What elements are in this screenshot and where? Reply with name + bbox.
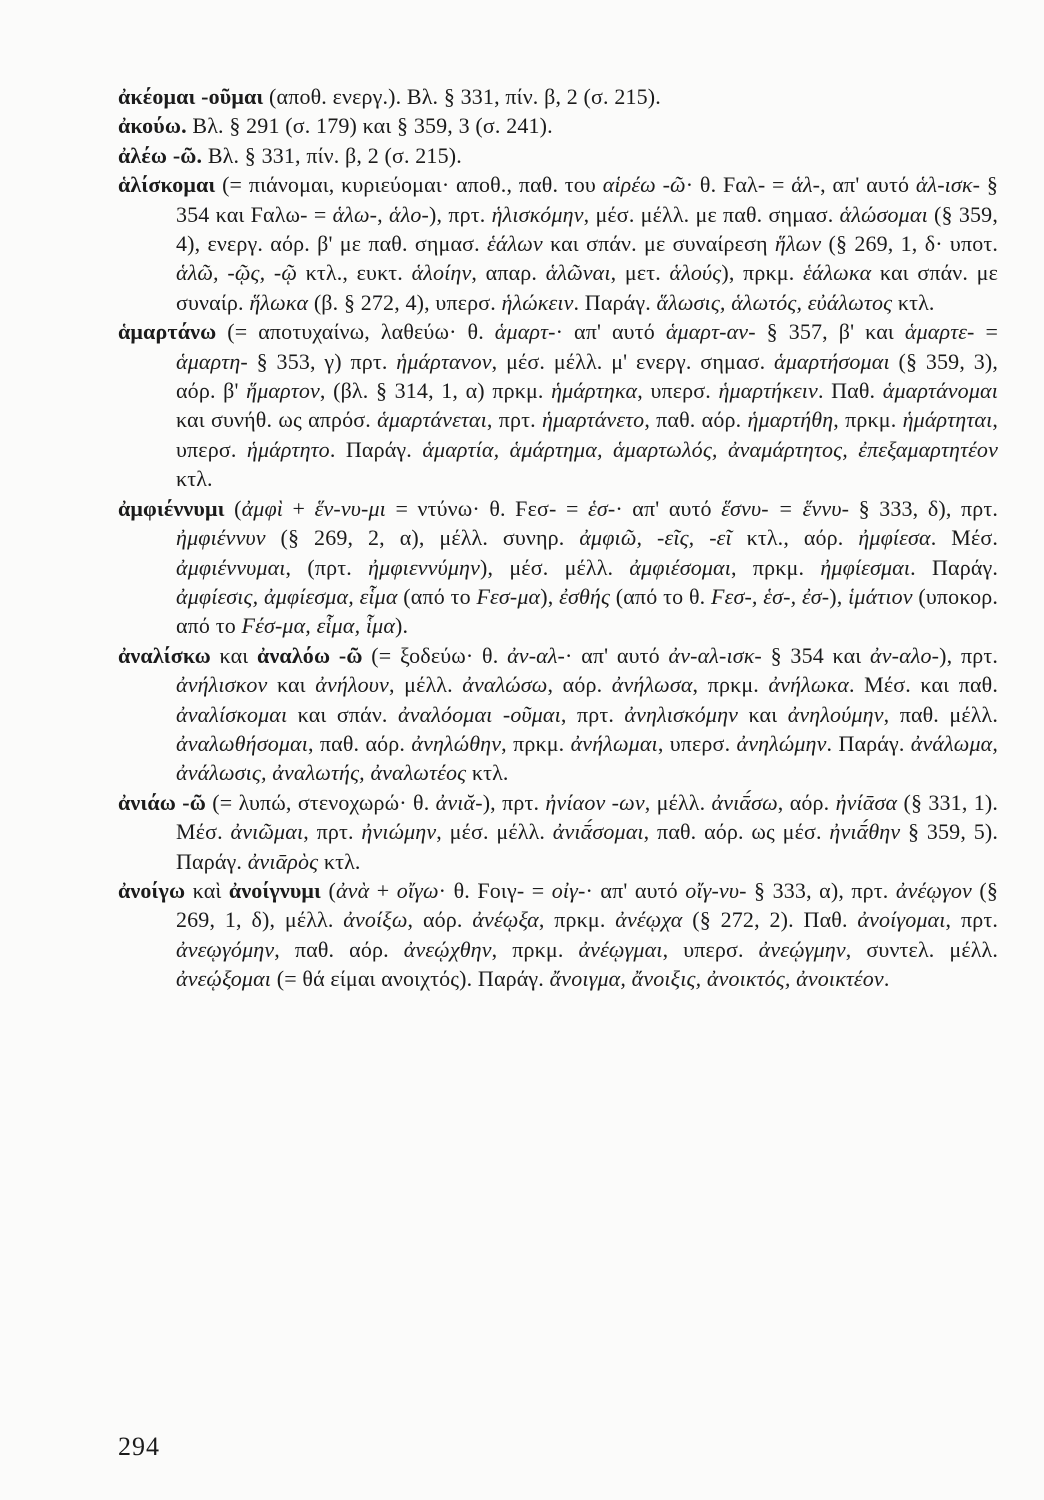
form-italic: ἀμφίεσις, ἀμφίεσμα, εἷμα xyxy=(176,583,398,609)
form-italic: ἠμφίεσμαι xyxy=(820,554,911,580)
entry-text: (§ 269, 1, δ· υποτ. xyxy=(821,231,999,257)
dictionary-entry xyxy=(118,170,998,317)
entry-text: · απ' αυτό xyxy=(565,642,669,668)
headword: ἀναλίσκω xyxy=(118,642,211,668)
entry-text: , πρτ. xyxy=(486,407,543,433)
entry-text: , μέλλ. xyxy=(388,672,463,698)
entry-text: ), μέσ. μέλλ. xyxy=(480,554,630,580)
entry-text: , xyxy=(377,201,389,227)
entry-text: (§ 359, 3), αόρ. β' xyxy=(176,348,998,404)
entry-text: , πρκμ. xyxy=(692,672,769,698)
entry-text: , παθ. αόρ. xyxy=(308,730,412,756)
entry-text: κτλ., ευκτ. xyxy=(297,260,412,286)
form-italic: οἴγω xyxy=(396,877,439,903)
form-italic: ἁλῶ, -ῷς, -ῷ xyxy=(176,260,298,286)
form-italic: οἴγ-νυ- xyxy=(685,877,747,903)
form-italic: ἀνηλώθην xyxy=(411,730,502,756)
entry-text: , υπερσ. xyxy=(637,378,719,404)
headword: ἀκέομαι -οῦμαι xyxy=(118,84,264,109)
form-italic: ἠμφίεσα xyxy=(858,525,931,551)
entry-text: . Μέσ. xyxy=(930,525,998,551)
entry-text: . Παράγ. xyxy=(910,554,999,580)
entry-text: , μετ. xyxy=(610,260,670,286)
headword: ἀνοίγνυμι xyxy=(228,877,322,903)
entry-text: , πρκμ. xyxy=(491,936,579,962)
form-italic: ἀνηλισκόμην xyxy=(624,701,739,727)
headword: ἀκούω. xyxy=(118,113,187,139)
entry-text: , υπερσ. xyxy=(176,407,998,462)
form-italic: ἠμφιεννύμην xyxy=(368,554,481,580)
form-italic: ἕσνυ- = ἕννυ- xyxy=(721,495,850,521)
dictionary-entry xyxy=(118,141,998,170)
form-italic: ἡμαρτήθη xyxy=(747,407,834,433)
form-italic: ἀνεῴγμην xyxy=(758,936,846,962)
form-italic: ἠνιώμην xyxy=(361,819,437,845)
entry-text: § 333, α), πρτ. xyxy=(746,877,896,903)
entry-text: (= λυπώ, στενοχωρώ· θ. xyxy=(206,789,436,815)
form-italic: ἀνάλωμα, ἀνάλωσις, ἀναλωτής, ἀναλωτέος xyxy=(176,730,998,786)
form-italic: ἑσ- xyxy=(588,495,616,521)
form-italic: ἁλῶναι xyxy=(545,260,611,286)
dictionary-entry xyxy=(118,494,998,641)
entry-text: , μέλλ. xyxy=(644,789,712,815)
form-italic: ἡλώκειν xyxy=(501,289,574,315)
dictionary-entry xyxy=(118,317,998,493)
entry-text: § 354 και xyxy=(761,642,871,668)
entry-text: ), πρκμ. xyxy=(721,260,803,286)
dictionary-entry xyxy=(118,641,998,788)
form-italic: ἀνηλούμην xyxy=(787,701,884,727)
form-italic: Ϝεσ-μα xyxy=(476,583,541,609)
form-italic: ἀναλωθήσομαι xyxy=(176,730,308,756)
form-italic: ἀνοίξω xyxy=(343,907,408,933)
entry-text: (§ 269, 2, α), μέλλ. συνηρ. xyxy=(265,525,580,551)
form-italic: ἀν-αλ- xyxy=(507,642,566,668)
headword: ἀνιάω -ῶ xyxy=(118,789,207,815)
entry-text: , (βλ. § 314, 1, α) πρκμ. xyxy=(319,378,552,404)
form-italic: ἁμαρτάνομαι xyxy=(882,378,998,404)
form-italic: ἁμαρτία, ἁμάρτημα, ἁμαρτωλός, ἀναμάρτητος, ἐπεξαμαρτητέον xyxy=(422,436,998,462)
entry-text: ), xyxy=(540,583,560,609)
form-italic: Ϝέσ-μα, εἷμα, ἷμα xyxy=(241,613,396,639)
form-italic: ἁμαρτ-αν- xyxy=(665,319,756,345)
entry-text: Βλ. § 291 (σ. 179) και § 359, 3 (σ. 241). xyxy=(186,113,553,139)
form-italic: ἀναλόομαι -οῦμαι xyxy=(398,701,561,727)
entry-text: § 354 και Ϝαλω- = xyxy=(176,172,998,227)
entry-text: , αόρ. xyxy=(407,907,473,933)
entry-text: , υπερσ. xyxy=(657,730,737,756)
form-italic: ἀνέῳξα xyxy=(472,907,539,933)
form-italic: ἡμάρτητο xyxy=(246,436,330,462)
entry-text: και σπάν. με συναίρεση xyxy=(542,231,775,257)
entry-text: . Παράγ. xyxy=(329,436,423,462)
entry-text: + xyxy=(283,495,315,521)
form-italic: ἡμαρτήκειν xyxy=(718,378,818,404)
headword: ἁλίσκομαι xyxy=(118,172,216,198)
form-italic: ἁλοίην xyxy=(411,260,472,286)
form-italic: ἁλώσομαι xyxy=(839,201,928,227)
page-number: 294 xyxy=(118,1432,160,1461)
entry-text: + xyxy=(369,877,397,903)
entry-text: (αποθ. ενεργ.). Βλ. § 331, πίν. β, 2 (σ. 215). xyxy=(263,84,661,109)
entry-text: καὶ xyxy=(185,877,229,903)
entry-text: (= πιάνομαι, κυριεύομαι· αποθ., παθ. του xyxy=(215,172,603,198)
form-italic: ἁλω- xyxy=(332,201,378,227)
entry-text: και xyxy=(267,672,316,698)
form-italic: ἡμάρτηται xyxy=(902,407,993,433)
headword: ἀλέω -ῶ. xyxy=(118,142,203,168)
entry-text: ), πρτ. xyxy=(939,642,998,668)
headword: ἀναλόω -ῶ xyxy=(257,642,363,668)
entry-text: , αόρ. xyxy=(547,672,612,698)
entry-text: ), πρτ. xyxy=(429,201,492,227)
entry-text: κτλ. xyxy=(892,289,935,315)
form-italic: ἁμαρτε- xyxy=(904,319,975,345)
form-italic: ἀνήλουν xyxy=(315,672,389,698)
entry-text: , αόρ. xyxy=(777,789,836,815)
form-italic: αἱρέω -ῶ xyxy=(602,172,686,198)
form-italic: οἰγ- xyxy=(551,877,586,903)
entry-text: (= αποτυχαίνω, λαθεύω· θ. xyxy=(216,319,495,345)
entry-text: , (πρτ. xyxy=(285,554,369,580)
entry-text: . xyxy=(883,966,890,992)
entry-text: · θ. Ϝοιγ- = xyxy=(438,877,552,903)
headword: ἁμαρτάνω xyxy=(118,319,217,345)
form-italic: ἱμάτιον xyxy=(848,583,913,609)
entry-text: (= ξοδεύω· θ. xyxy=(362,642,508,668)
entry-text: , απαρ. xyxy=(471,260,546,286)
entry-text: , παθ. αόρ. ως μέσ. xyxy=(643,819,830,845)
entry-text: ). xyxy=(395,613,409,639)
entry-text: κτλ. xyxy=(176,466,213,492)
entry-text: , πρκμ. xyxy=(731,554,821,580)
form-italic: ἀνήλωμαι xyxy=(570,730,658,756)
form-italic: ἀνήλωκα xyxy=(768,672,849,698)
form-italic: ἁλο- xyxy=(389,201,430,227)
entry-text: ), πρτ. xyxy=(482,789,546,815)
form-italic: ἥμαρτον xyxy=(246,378,320,404)
entry-text: ), xyxy=(829,583,849,609)
form-italic: ἀνιᾱ́σω xyxy=(711,789,778,815)
form-italic: ἀνεῴξομαι xyxy=(176,966,272,992)
form-italic: ἀμφιέννυμαι xyxy=(176,554,286,580)
entry-text: (= θά είμαι ανοιχτός). Παράγ. xyxy=(271,966,550,992)
entry-text: , πρκμ. xyxy=(538,907,616,933)
entry-text: κτλ. xyxy=(318,848,361,874)
entry-text: (από το θ. xyxy=(610,583,712,609)
form-italic: ἀνέῳγμαι xyxy=(578,936,663,962)
entry-text: . Μέσ. και παθ. xyxy=(848,672,999,698)
form-italic: ἥλωκα xyxy=(249,289,309,315)
entry-text: , πρκμ. xyxy=(833,407,903,433)
entry-text: (§ 331, 1). Μέσ. xyxy=(176,789,999,845)
form-italic: ἁμαρτη- xyxy=(176,348,248,374)
form-italic: ἀνιῶμαι xyxy=(230,819,304,845)
entry-text: . Παράγ. xyxy=(826,730,911,756)
form-italic: ἡμάρτηκα xyxy=(551,378,638,404)
form-italic: ἠνίᾱσα xyxy=(835,789,898,815)
entry-text: (§ 272, 2). Παθ. xyxy=(682,907,858,933)
form-italic: ἁμαρτάνεται xyxy=(377,407,487,433)
entry-text: · απ' αυτό xyxy=(585,877,686,903)
form-italic: ἀνεῴχθην xyxy=(403,936,492,962)
entry-text: , συντελ. μέλλ. xyxy=(845,936,999,962)
entry-text: · απ' αυτό xyxy=(615,495,722,521)
entry-text: , παθ. μέλλ. xyxy=(883,701,998,727)
entry-text: . Παθ. xyxy=(817,378,883,404)
form-italic: ἀνέῳχα xyxy=(615,907,683,933)
entry-text: = ντύνω· θ. Ϝεσ- = xyxy=(385,495,589,521)
form-italic: ἥλων xyxy=(774,231,822,257)
form-italic: ἠμφιέννυν xyxy=(176,525,266,551)
entry-text: Βλ. § 331, πίν. β, 2 (σ. 215). xyxy=(202,142,462,168)
form-italic: ἁλ- xyxy=(791,172,821,198)
entries-column xyxy=(118,82,998,994)
entry-text: (από το xyxy=(397,583,477,609)
entry-text: · θ. Ϝαλ- = xyxy=(685,172,792,198)
entry-text: ( xyxy=(224,495,242,521)
form-italic: ἠνίαον -ων xyxy=(545,789,645,815)
form-italic: ἀνηλώμην xyxy=(736,730,827,756)
form-italic: ἀνιᾰ- xyxy=(435,789,483,815)
entry-text: = xyxy=(974,319,999,345)
entry-text: (β. § 272, 4), υπερσ. xyxy=(308,289,502,315)
form-italic: ἀν-αλο- xyxy=(870,642,940,668)
headword: ἀνοίγω xyxy=(118,877,186,903)
entry-text: · απ' αυτό xyxy=(555,319,666,345)
dictionary-entry xyxy=(118,876,998,994)
form-italic: ἁμαρτήσομαι xyxy=(774,348,890,374)
entry-text: (υποκορ. από το xyxy=(176,583,999,639)
form-italic: ἀνιᾱρὸς xyxy=(247,848,319,874)
form-italic: ἅλωσις, ἁλωτός, εὐάλωτος xyxy=(656,289,893,315)
entry-text: , μέσ. μέλλ. μ' ενεργ. σημασ. xyxy=(491,348,775,374)
form-italic: ἀνέῳγον xyxy=(895,877,972,903)
dictionary-entry xyxy=(118,788,998,876)
entry-text: και σπάν. με συναίρ. xyxy=(176,260,998,315)
entry-text: και σπάν. xyxy=(287,701,398,727)
form-italic: ἡμαρτάνετο xyxy=(542,407,645,433)
form-italic: ἀνιᾱ́σομαι xyxy=(552,819,644,845)
entry-text: , πρτ. xyxy=(945,907,998,933)
form-italic: ἡλισκόμην xyxy=(491,201,584,227)
entry-text: και συνήθ. ως απρόσ. xyxy=(176,407,378,433)
form-italic: ἀναλώσω xyxy=(462,672,548,698)
entry-text: § 357, β' και xyxy=(755,319,905,345)
form-italic: ἀνοίγομαι xyxy=(857,907,946,933)
entry-text: . Παράγ. xyxy=(573,289,657,315)
entry-text: , πρτ. xyxy=(303,819,362,845)
entry-text: § 359, 5). Παράγ. xyxy=(176,819,998,874)
form-italic: ἄνοιγμα, ἄνοιξις, ἀνοικτός, ἀνοικτέον xyxy=(549,966,884,992)
entry-text: και xyxy=(210,642,258,668)
entry-text: , μέσ. μέλλ. xyxy=(436,819,553,845)
entry-text: § 333, δ), πρτ. xyxy=(849,495,998,521)
entry-text: (§ 269, 1, δ), μέλλ. xyxy=(176,877,998,933)
entry-text: και xyxy=(738,701,788,727)
form-italic: ἑάλων xyxy=(487,231,543,257)
entry-text: (§ 359, 4), ενεργ. αόρ. β' με παθ. σημασ. xyxy=(176,201,998,257)
form-italic: ἀνήλισκον xyxy=(176,672,268,698)
form-italic: ἠνιᾱ́θην xyxy=(829,819,901,845)
dictionary-entry xyxy=(118,82,998,111)
form-italic: ἑάλωκα xyxy=(802,260,872,286)
entry-text: , πρκμ. xyxy=(501,730,571,756)
form-italic: ἀνεῳγόμην xyxy=(176,936,275,962)
form-italic: ἀνὰ xyxy=(335,877,370,903)
entry-text: , πρτ. xyxy=(560,701,625,727)
entry-text: ( xyxy=(321,877,336,903)
form-italic: ἡμάρτανον xyxy=(396,348,492,374)
entry-text: κτλ., αόρ. xyxy=(731,525,859,551)
form-italic: ἀμφιέσομαι xyxy=(629,554,732,580)
entry-text: , παθ. αόρ. xyxy=(274,936,404,962)
form-italic: ἁμαρτ- xyxy=(494,319,556,345)
dictionary-entry xyxy=(118,111,998,140)
headword: ἀμφιέννυμι xyxy=(118,495,225,521)
entry-text: , υπερσ. xyxy=(662,936,759,962)
form-italic: ἁλ-ισκ- xyxy=(915,172,981,198)
entry-text: , απ' αυτό xyxy=(820,172,916,198)
form-italic: Ϝεσ-, ἑσ-, ἐσ- xyxy=(711,583,830,609)
form-italic: ἁλούς xyxy=(669,260,722,286)
entry-text: , μέσ. μέλλ. με παθ. σημασ. xyxy=(583,201,840,227)
entry-text: κτλ. xyxy=(466,760,509,786)
entry-text: § 353, γ) πρτ. xyxy=(247,348,397,374)
form-italic: ἕν-νυ-μι xyxy=(314,495,386,521)
form-italic: ἀναλίσκομαι xyxy=(176,701,288,727)
form-italic: ἐσθής xyxy=(559,583,611,609)
form-italic: ἀμφιῶ, -εῖς, -εῖ xyxy=(579,525,732,551)
form-italic: ἀμφὶ xyxy=(241,495,284,521)
entry-text: , παθ. αόρ. xyxy=(644,407,748,433)
form-italic: ἀνήλωσα xyxy=(611,672,693,698)
form-italic: ἀν-αλ-ισκ- xyxy=(668,642,762,668)
